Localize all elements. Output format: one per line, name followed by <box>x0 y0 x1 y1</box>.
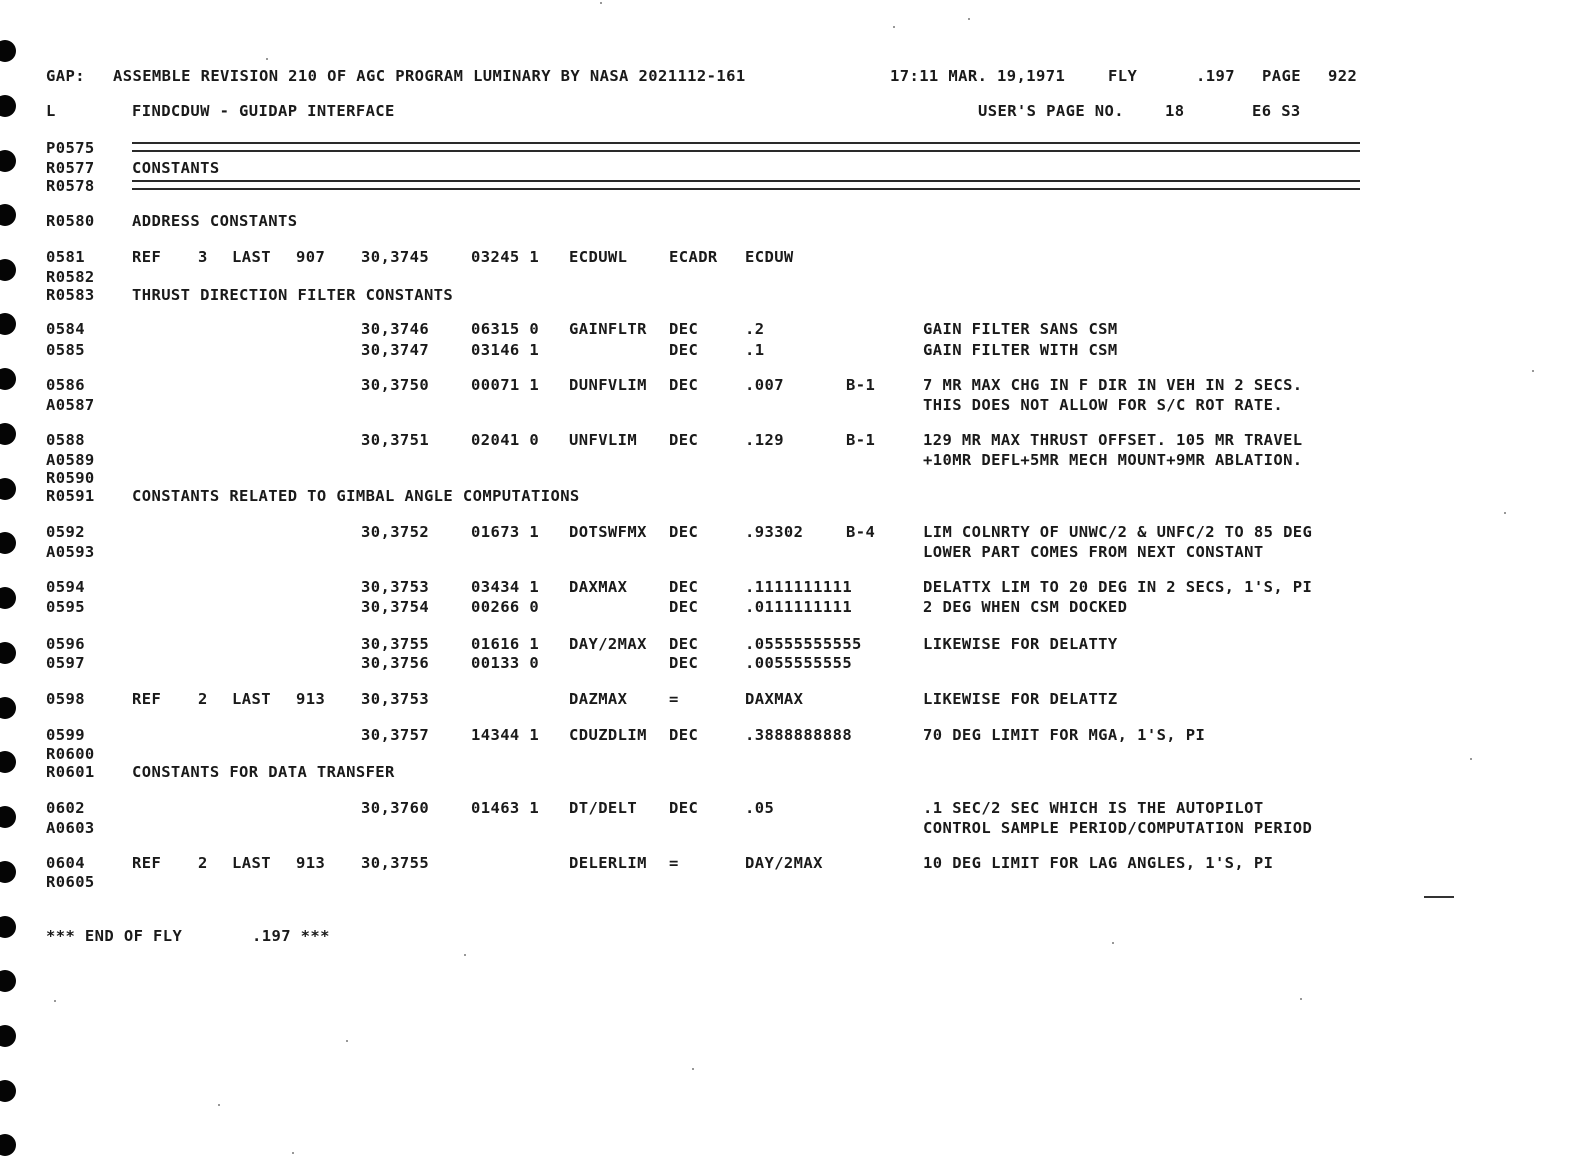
scale-factor: B-1 <box>846 376 876 394</box>
subheader-code: E6 S3 <box>1252 102 1301 120</box>
paper-speck <box>1504 512 1506 514</box>
octal-word: 01616 1 <box>471 635 540 653</box>
octal-word: 00071 1 <box>471 376 540 394</box>
address: 30,3747 <box>361 341 430 359</box>
address: 30,3751 <box>361 431 430 449</box>
comment: GAIN FILTER WITH CSM <box>923 341 1118 359</box>
symbol: DOTSWFMX <box>569 523 647 541</box>
block-heading: CONSTANTS FOR DATA TRANSFER <box>132 763 395 781</box>
operand: DAY/2MAX <box>745 854 823 872</box>
operand: .2 <box>745 320 765 338</box>
line-number: R0580 <box>46 212 95 230</box>
header-fly-num: .197 <box>1196 67 1235 85</box>
operand: .05555555555 <box>745 635 862 653</box>
line-number: 0595 <box>46 598 85 616</box>
scale-factor: B-1 <box>846 431 876 449</box>
punch-hole <box>0 587 16 609</box>
ink-mark <box>1424 896 1454 898</box>
line-number: 0584 <box>46 320 85 338</box>
punch-hole <box>0 861 16 883</box>
address: 30,3753 <box>361 690 430 708</box>
opcode: = <box>669 690 679 708</box>
line-number: R0601 <box>46 763 95 781</box>
punch-hole <box>0 423 16 445</box>
octal-word: 01463 1 <box>471 799 540 817</box>
symbol: GAINFLTR <box>569 320 647 338</box>
line-number: A0587 <box>46 396 95 414</box>
opcode: DEC <box>669 320 699 338</box>
header-time-date: 17:11 MAR. 19,1971 <box>890 67 1066 85</box>
address: 30,3752 <box>361 523 430 541</box>
last-page: 913 <box>296 690 326 708</box>
line-number: 0581 <box>46 248 85 266</box>
opcode: DEC <box>669 578 699 596</box>
paper-speck <box>346 1040 348 1042</box>
punch-hole <box>0 259 16 281</box>
header-fly: FLY <box>1108 67 1138 85</box>
line-number: R0600 <box>46 745 95 763</box>
punch-hole <box>0 1080 16 1102</box>
octal-word: 00133 0 <box>471 654 540 672</box>
paper-speck <box>692 1068 694 1070</box>
paper-speck <box>1112 942 1114 944</box>
line-number: 0604 <box>46 854 85 872</box>
operand: .1 <box>745 341 765 359</box>
operand: .05 <box>745 799 775 817</box>
opcode: DEC <box>669 726 699 744</box>
opcode: ECADR <box>669 248 718 266</box>
address: 30,3755 <box>361 635 430 653</box>
symbol: DT/DELT <box>569 799 638 817</box>
comment: CONTROL SAMPLE PERIOD/COMPUTATION PERIOD <box>923 819 1313 837</box>
comment: LOWER PART COMES FROM NEXT CONSTANT <box>923 543 1264 561</box>
double-rule-bottom <box>132 180 1360 190</box>
comment: .1 SEC/2 SEC WHICH IS THE AUTOPILOT <box>923 799 1264 817</box>
symbol: DAXMAX <box>569 578 628 596</box>
opcode: DEC <box>669 376 699 394</box>
octal-word: 01673 1 <box>471 523 540 541</box>
header-page-label: PAGE <box>1262 67 1301 85</box>
last-keyword: LAST <box>232 854 271 872</box>
line-number: 0585 <box>46 341 85 359</box>
line-number: A0603 <box>46 819 95 837</box>
line-number: R0591 <box>46 487 95 505</box>
paper-speck <box>218 1104 220 1106</box>
end-of-fly-text: *** END OF FLY <box>46 927 183 945</box>
line-number: R0577 <box>46 159 95 177</box>
punch-hole <box>0 150 16 172</box>
address: 30,3755 <box>361 854 430 872</box>
comment: THIS DOES NOT ALLOW FOR S/C ROT RATE. <box>923 396 1284 414</box>
line-number: 0594 <box>46 578 85 596</box>
header-title: ASSEMBLE REVISION 210 OF AGC PROGRAM LUMINARY BY NASA 2021112-161 <box>113 67 746 85</box>
paper-speck <box>464 954 466 956</box>
paper-speck <box>600 2 602 4</box>
paper-speck <box>1470 758 1472 760</box>
punch-hole <box>0 313 16 335</box>
punch-hole <box>0 806 16 828</box>
comment: LIKEWISE FOR DELATTY <box>923 635 1118 653</box>
last-keyword: LAST <box>232 690 271 708</box>
opcode: DEC <box>669 635 699 653</box>
line-number: R0590 <box>46 469 95 487</box>
line-number: 0596 <box>46 635 85 653</box>
line-number: R0582 <box>46 268 95 286</box>
address: 30,3754 <box>361 598 430 616</box>
block-heading: THRUST DIRECTION FILTER CONSTANTS <box>132 286 454 304</box>
punch-hole <box>0 40 16 62</box>
comment: 129 MR MAX THRUST OFFSET. 105 MR TRAVEL <box>923 431 1303 449</box>
last-page: 907 <box>296 248 326 266</box>
symbol: DUNFVLIM <box>569 376 647 394</box>
symbol: DAY/2MAX <box>569 635 647 653</box>
comment: LIKEWISE FOR DELATTZ <box>923 690 1118 708</box>
address: 30,3750 <box>361 376 430 394</box>
users-page-label: USER'S PAGE NO. <box>978 102 1124 120</box>
operand: .1111111111 <box>745 578 853 596</box>
last-keyword: LAST <box>232 248 271 266</box>
ref-keyword: REF <box>132 854 162 872</box>
line-number: R0578 <box>46 177 95 195</box>
paper-speck <box>292 1152 294 1154</box>
line-number: 0598 <box>46 690 85 708</box>
line-number: A0593 <box>46 543 95 561</box>
opcode: DEC <box>669 598 699 616</box>
comment: GAIN FILTER SANS CSM <box>923 320 1118 338</box>
address: 30,3746 <box>361 320 430 338</box>
comment: LIM COLNRTY OF UNWC/2 & UNFC/2 TO 85 DEG <box>923 523 1313 541</box>
opcode: DEC <box>669 654 699 672</box>
line-number: P0575 <box>46 139 95 157</box>
octal-word: 14344 1 <box>471 726 540 744</box>
symbol: ECDUWL <box>569 248 628 266</box>
subheader-section: FINDCDUW - GUIDAP INTERFACE <box>132 102 395 120</box>
double-rule-top <box>132 142 1360 152</box>
line-number: 0586 <box>46 376 85 394</box>
paper-speck <box>893 26 895 28</box>
comment: DELATTX LIM TO 20 DEG IN 2 SECS, 1'S, PI <box>923 578 1313 596</box>
address: 30,3760 <box>361 799 430 817</box>
opcode: DEC <box>669 523 699 541</box>
octal-word: 03146 1 <box>471 341 540 359</box>
users-page-num: 18 <box>1165 102 1185 120</box>
address: 30,3753 <box>361 578 430 596</box>
paper-speck <box>54 1000 56 1002</box>
symbol: UNFVLIM <box>569 431 638 449</box>
punch-hole <box>0 751 16 773</box>
comment: 7 MR MAX CHG IN F DIR IN VEH IN 2 SECS. <box>923 376 1303 394</box>
punch-hole <box>0 1025 16 1047</box>
paper-speck <box>968 18 970 20</box>
punch-hole <box>0 970 16 992</box>
line-number: 0597 <box>46 654 85 672</box>
line-number: 0588 <box>46 431 85 449</box>
scale-factor: B-4 <box>846 523 876 541</box>
opcode: DEC <box>669 799 699 817</box>
octal-word: 00266 0 <box>471 598 540 616</box>
symbol: CDUZDLIM <box>569 726 647 744</box>
symbol: DELERLIM <box>569 854 647 872</box>
paper-speck <box>1300 998 1302 1000</box>
line-number: 0599 <box>46 726 85 744</box>
symbol: DAZMAX <box>569 690 628 708</box>
header-program: GAP: <box>46 67 85 85</box>
section-heading: CONSTANTS <box>132 159 220 177</box>
operand: .3888888888 <box>745 726 853 744</box>
address: 30,3756 <box>361 654 430 672</box>
operand: ECDUW <box>745 248 794 266</box>
line-number: R0605 <box>46 873 95 891</box>
punch-hole <box>0 642 16 664</box>
punch-hole <box>0 532 16 554</box>
operand: .0055555555 <box>745 654 853 672</box>
octal-word: 03434 1 <box>471 578 540 596</box>
end-of-fly-num: .197 *** <box>252 927 330 945</box>
octal-word: 03245 1 <box>471 248 540 266</box>
operand: DAXMAX <box>745 690 804 708</box>
punch-hole <box>0 368 16 390</box>
line-number: A0589 <box>46 451 95 469</box>
paper-speck <box>1532 370 1534 372</box>
punch-hole <box>0 916 16 938</box>
ref-keyword: REF <box>132 690 162 708</box>
ref-count: 3 <box>198 248 208 266</box>
comment: 10 DEG LIMIT FOR LAG ANGLES, 1'S, PI <box>923 854 1274 872</box>
ref-count: 2 <box>198 690 208 708</box>
line-number: R0583 <box>46 286 95 304</box>
paper-speck <box>266 58 268 60</box>
comment: 2 DEG WHEN CSM DOCKED <box>923 598 1128 616</box>
line-number: 0602 <box>46 799 85 817</box>
punch-hole <box>0 1134 16 1156</box>
punch-hole <box>0 204 16 226</box>
opcode: = <box>669 854 679 872</box>
punch-hole <box>0 95 16 117</box>
last-page: 913 <box>296 854 326 872</box>
ref-count: 2 <box>198 854 208 872</box>
octal-word: 06315 0 <box>471 320 540 338</box>
operand: .93302 <box>745 523 804 541</box>
opcode: DEC <box>669 341 699 359</box>
line-number: 0592 <box>46 523 85 541</box>
block-heading: ADDRESS CONSTANTS <box>132 212 298 230</box>
comment: 70 DEG LIMIT FOR MGA, 1'S, PI <box>923 726 1206 744</box>
comment: +10MR DEFL+5MR MECH MOUNT+9MR ABLATION. <box>923 451 1303 469</box>
subheader-type: L <box>46 102 56 120</box>
octal-word: 02041 0 <box>471 431 540 449</box>
operand: .007 <box>745 376 784 394</box>
operand: .0111111111 <box>745 598 853 616</box>
address: 30,3757 <box>361 726 430 744</box>
address: 30,3745 <box>361 248 430 266</box>
opcode: DEC <box>669 431 699 449</box>
block-heading: CONSTANTS RELATED TO GIMBAL ANGLE COMPUTATIONS <box>132 487 580 505</box>
punch-hole <box>0 478 16 500</box>
operand: .129 <box>745 431 784 449</box>
punch-hole <box>0 697 16 719</box>
ref-keyword: REF <box>132 248 162 266</box>
header-page-num: 922 <box>1328 67 1358 85</box>
